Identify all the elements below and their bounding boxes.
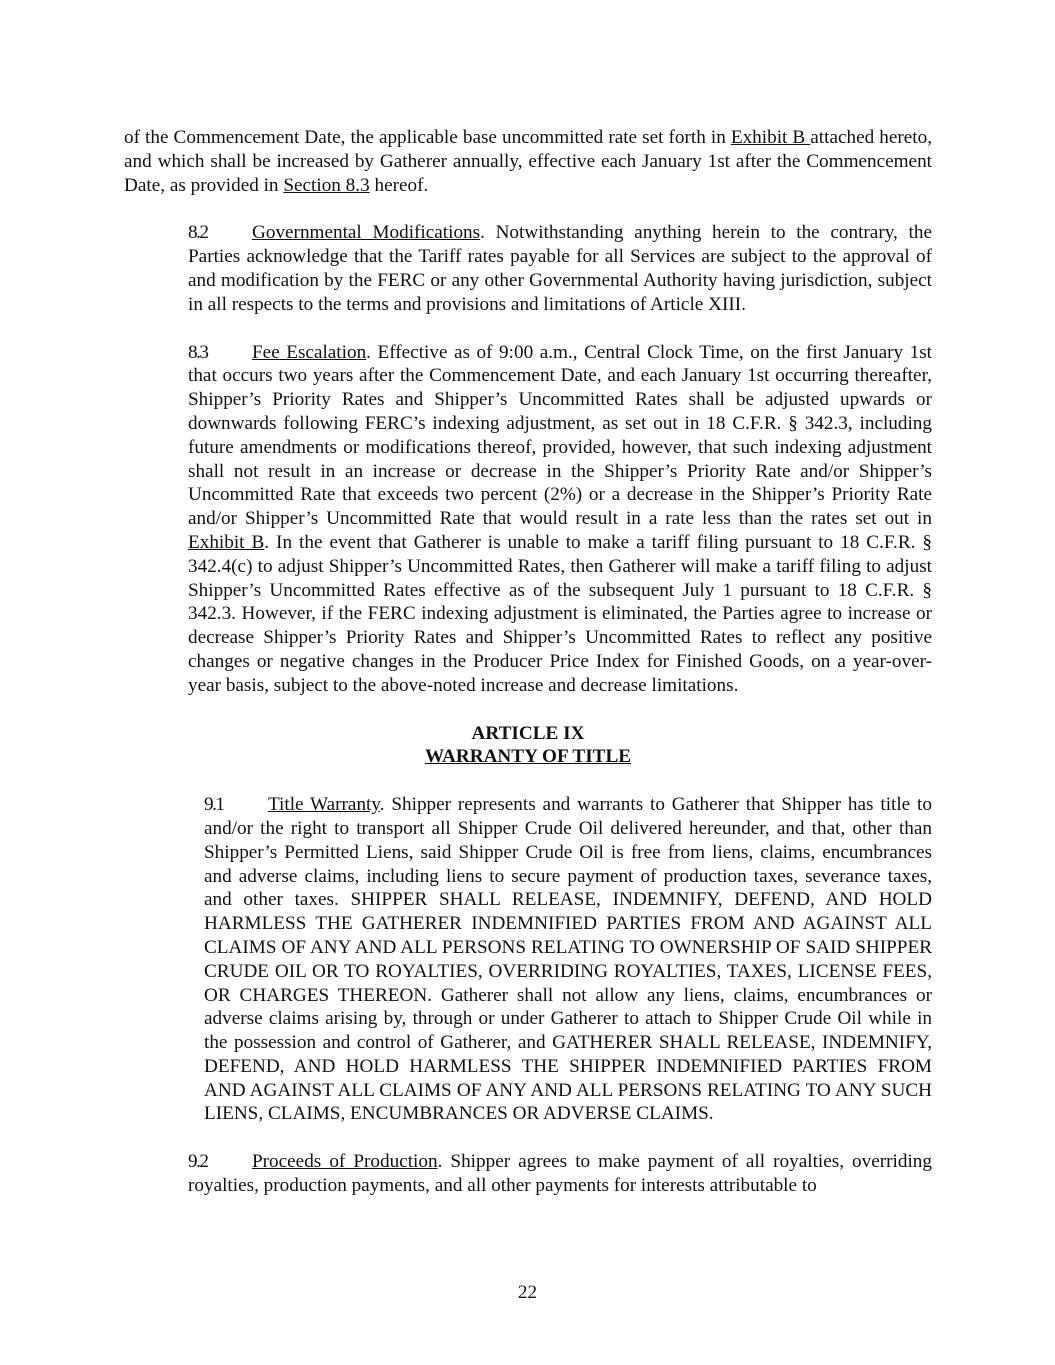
document-page xyxy=(124,126,932,1198)
section-8-2-number: 8.2 xyxy=(188,222,208,244)
article-ix-label: ARTICLE IX xyxy=(471,722,585,744)
section-8-3-reference: Section 8.3 xyxy=(283,174,370,196)
section-8-2-heading: Governmental Modifications xyxy=(252,222,481,244)
section-8-2 xyxy=(124,221,932,316)
exhibit-b-reference-2: Exhibit B xyxy=(188,531,265,553)
exhibit-b-reference: Exhibit B xyxy=(730,127,811,148)
section-8-1-text-b: attached hereto, and which shall be increased by Gatherer annually, effective each January 1st after the Commencement Date, as provided in xyxy=(124,127,932,196)
section-8-3-body-a: . Effective as of 9:00 a.m., Central Clock Time, on the first January 1st that occurs two years after the Commencement Date, and each January 1st occurring thereafter, Shipper’s Priority Rates and Shipper’s Uncommitted Rates shall be adjusted upwards or downwards following FERC’s indexing adjustment, as set out in 18 C.F.R. § 342.3, including future amendments or modifications thereof, provided, however, that such indexing adjustment shall not result in an increase or decrease in the Shipper’s Priority Rate and/or Shipper’s Uncommitted Rate that exceeds two percent (2%) or a decrease in the Shipper’s Priority Rate and/or Shipper’s Uncommitted Rate that would result in a rate less than the rates set out in xyxy=(188,341,933,530)
section-9-2-body: . Shipper agrees to make payment of all royalties, overriding royalties, production payments, and all other payments for interests attributable to xyxy=(188,1151,932,1197)
section-9-2 xyxy=(124,1150,932,1198)
section-9-2-number: 9.2 xyxy=(188,1151,208,1173)
article-ix-title: WARRANTY OF TITLE xyxy=(424,746,632,768)
section-8-2-body: . Notwithstanding anything herein to the contrary, the Parties acknowledge that the Tariff rates payable for all Services are subject to the approval of and modification by the FERC or any other Governmental Authority having jurisdiction, subject in all respects to the terms and provisions and limitations of Article XIII. xyxy=(188,222,932,315)
section-8-1-text-a: of the Commencement Date, the applicable base uncommitted rate set forth in xyxy=(124,127,731,148)
section-8-1-text-c: hereof. xyxy=(369,174,429,196)
section-9-1-heading: Title Warranty xyxy=(268,794,380,816)
page-number: 22 xyxy=(517,1282,538,1303)
section-9-1-body: . Shipper represents and warrants to Gatherer that Shipper has title to and/or the right to transport all Shipper Crude Oil delivered hereunder, and that, other than Shipper’s Permitted Liens, said Shipper Crude Oil is free from liens, claims, encumbrances and adverse claims, including liens to secure payment of production taxes, severance taxes, and other taxes. SHIPPER SHALL RELEASE, INDEMNIFY, DEFEND, AND HOLD HARMLESS THE GATHERER INDEMNIFIED PARTIES FROM AND AGAINST ALL CLAIMS OF ANY AND ALL PERSONS RELATING TO OWNERSHIP OF SAID SHIPPER CRUDE OIL OR TO ROYALTIES, OVERRIDING ROYALTIES, TAXES, LICENSE FEES, OR CHARGES THEREON. Gatherer shall not allow any liens, claims, encumbrances or adverse claims arising by, through or under Gatherer to attach to Shipper Crude Oil while in the possession and control of Gatherer, and GATHERER SHALL RELEASE, INDEMNIFY, DEFEND, AND HOLD HARMLESS THE SHIPPER INDEMNIFIED PARTIES FROM AND AGAINST ALL CLAIMS OF ANY AND ALL PERSONS RELATING TO ANY SUCH LIENS, CLAIMS, ENCUMBRANCES OR ADVERSE CLAIMS. xyxy=(204,794,932,1125)
section-8-3-heading: Fee Escalation xyxy=(252,341,367,363)
section-8-3-number: 8.3 xyxy=(188,341,208,363)
section-9-1 xyxy=(140,793,932,1126)
section-9-1-block xyxy=(140,793,932,1126)
section-9-2-heading: Proceeds of Production xyxy=(252,1151,438,1173)
section-8-1-continuation xyxy=(124,126,932,197)
section-8-3 xyxy=(124,341,932,698)
section-8-3-body-b: . In the event that Gatherer is unable to make a tariff filing pursuant to 18 C.F.R. § 342.4(c) to adjust Shipper’s Uncommitted Rates, then Gatherer will make a tariff filing to adjust Shipper’s Uncommitted Rates effective as of the subsequent July 1 pursuant to 18 C.F.R. § 342.3. However, if the FERC indexing adjustment is eliminated, the Parties agree to increase or decrease Shipper’s Priority Rates and Shipper’s Uncommitted Rates to reflect any positive changes or negative changes in the Producer Price Index for Finished Goods, on a year-over-year basis, subject to the above-noted increase and decrease limitations. xyxy=(188,531,932,696)
section-9-1-number: 9.1 xyxy=(204,794,224,816)
